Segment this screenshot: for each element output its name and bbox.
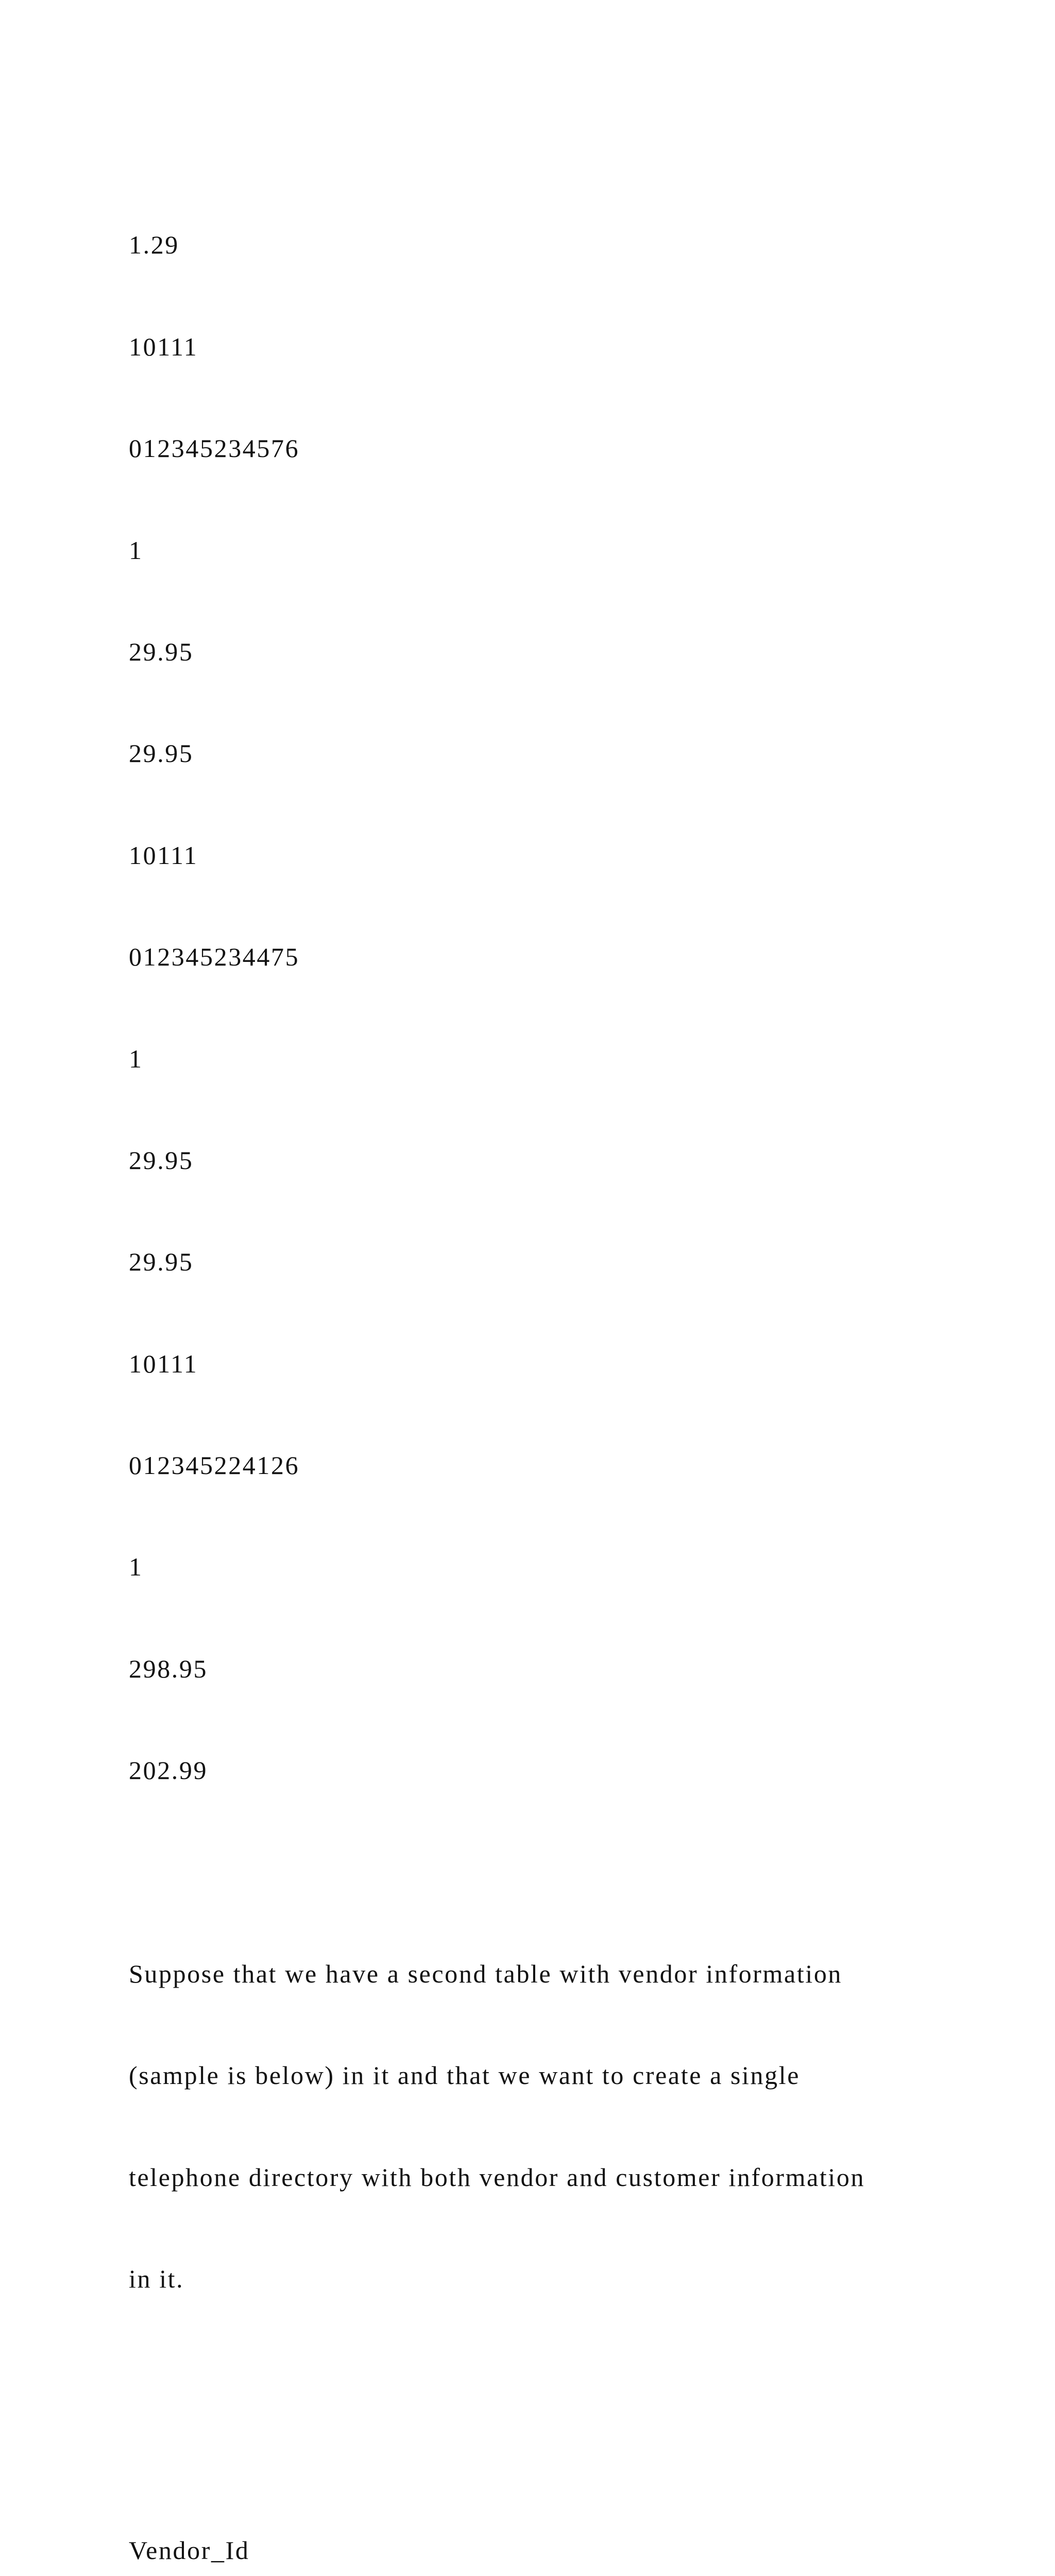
- text-line-value: 012345234475: [129, 942, 300, 972]
- text-line-value: 29.95: [129, 1145, 194, 1175]
- text-line-value: 1: [129, 1552, 143, 1582]
- text-line-value: 1.29: [129, 230, 179, 260]
- text-line-value: 10111: [129, 840, 198, 870]
- vendor-table-headers: [129, 2466, 932, 2576]
- text-line-value: 298.95: [129, 1654, 208, 1683]
- vendor-id-header: Vendor_Id: [129, 2535, 250, 2565]
- text-line-value: 1: [129, 1044, 143, 1073]
- text-line-value: 29.95: [129, 1247, 194, 1277]
- text-line-value: 10111: [129, 332, 198, 361]
- text-line-value: 29.95: [129, 637, 194, 666]
- paragraph-line: Suppose that we have a second table with vendor information: [129, 1959, 843, 1989]
- document-text-body: [129, 127, 932, 2576]
- paragraph-line: telephone directory with both vendor and customer information: [129, 2162, 865, 2192]
- text-line-value: 012345224126: [129, 1451, 300, 1480]
- paragraph-line: (sample is below) in it and that we want to create a single: [129, 2061, 801, 2090]
- text-line-value: 10111: [129, 1349, 198, 1378]
- paragraph-line: in it.: [129, 2264, 184, 2294]
- text-line-value: 1: [129, 535, 143, 565]
- text-line-value: 012345234576: [129, 434, 300, 463]
- description-paragraph: [129, 1889, 932, 2364]
- text-line-value: 29.95: [129, 739, 194, 768]
- text-line-value: 202.99: [129, 1756, 208, 1785]
